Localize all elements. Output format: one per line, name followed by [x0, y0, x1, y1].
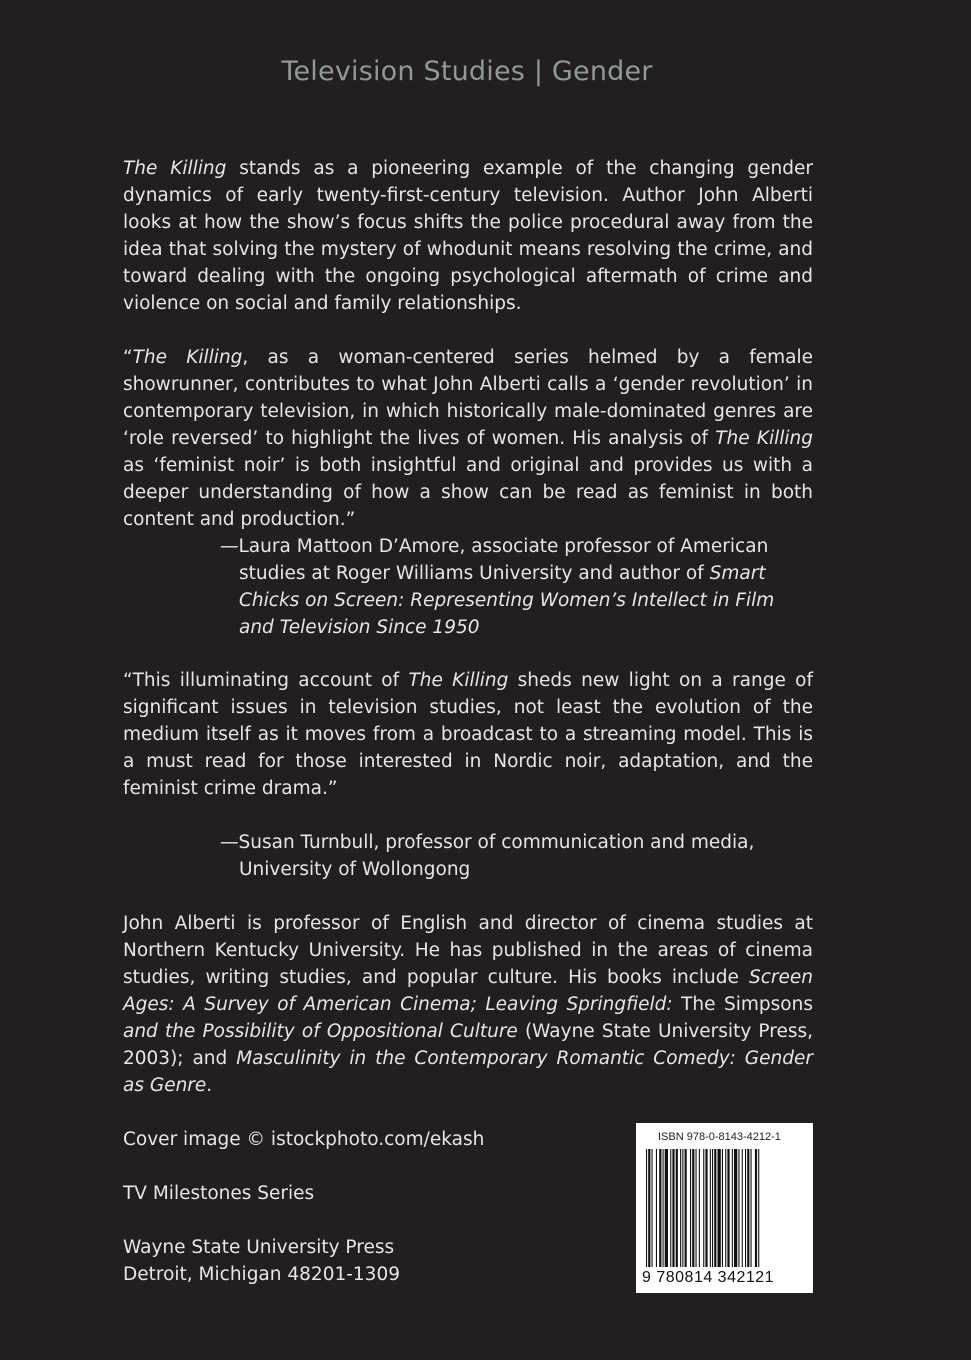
book-title: Screen Ages: A Survey of American Cinema; Leaving Springfield: [123, 967, 813, 1015]
barcode-bar [670, 1149, 671, 1267]
barcode-bar [665, 1149, 668, 1267]
cover-credit: Cover image © istockphoto.com/ekash [123, 1129, 485, 1150]
book-title: The Killing [408, 670, 509, 691]
barcode-bar [722, 1149, 723, 1267]
barcode-bar [663, 1149, 664, 1267]
attribution-book: Smart Chicks on Screen: Representing Women’s Intellect in Film and Television Since 1950 [239, 563, 775, 638]
blurb-text: , as a woman-centered series helmed by a female showrunner, contributes to what John Alberti calls a ‘gender revolution’ in contemporary television, in which historically male-dominated genres are ‘role reversed’ to highlight the lives of women. His analysis of [123, 347, 813, 449]
barcode-bar [745, 1149, 746, 1267]
bio-text: John Alberti is professor of English and director of cinema studies at Northern Kentucky University. He has published in the areas of cinema studies, writing studies, and popular culture. His books include [123, 913, 813, 988]
barcode-bar [710, 1149, 711, 1267]
barcode-bar [727, 1149, 729, 1267]
barcode-bar [692, 1149, 694, 1267]
bio-text: (Wayne State University Press, 2003); and [123, 1021, 813, 1069]
blurb-text: “This illuminating account of [123, 670, 409, 691]
barcode-bar [705, 1149, 707, 1267]
barcode-bar [646, 1149, 647, 1267]
blurb-damore [123, 344, 813, 533]
barcode-bar [680, 1149, 681, 1267]
blurb-text: as ‘feminist noir’ is both insightful and original and provides us with a deeper understanding of how a show can be read as feminist in both content and production.” [123, 455, 813, 530]
barcode-bar [682, 1149, 683, 1267]
blurb-text: sheds new light on a range of significant issues in television studies, not least the evolution of the medium itself as it moves from a broadcast to a streaming model. This is a must read for those interested in Nordic noir, adaptation, and the feminist crime drama.” [123, 670, 813, 799]
publisher-name: Wayne State University Press [123, 1237, 395, 1258]
blurb-turnbull [123, 667, 813, 802]
barcode-bar [676, 1149, 678, 1267]
barcode-bar [690, 1149, 691, 1267]
barcode-bar [712, 1149, 713, 1267]
barcode-digits: 9 780814 342121 [642, 1269, 775, 1286]
barcode-bar [656, 1149, 657, 1267]
description-text: stands as a pioneering example of the changing gender dynamics of early twenty-first-century television. Author John Alberti looks at how the show’s focus shifts the police procedural away from the idea that solving the mystery of whodunit means resolving the crime, and toward dealing with the ongoing psychological aftermath of crime and violence on social and family relationships. [123, 158, 813, 314]
barcode-bar [738, 1149, 739, 1267]
book-description [123, 155, 813, 317]
barcode-bar [652, 1149, 653, 1267]
barcode-bar [751, 1149, 752, 1267]
book-title: and the Possibility of Oppositional Culture [123, 1021, 518, 1042]
barcode-bar [659, 1149, 661, 1267]
attribution-damore [220, 533, 799, 641]
category-label: Television Studies | Gender [281, 56, 653, 87]
barcode-bar [758, 1149, 759, 1267]
bio-text: . [206, 1075, 213, 1096]
barcode-bar [648, 1149, 650, 1267]
barcode-bars [646, 1149, 804, 1267]
barcode-bar [732, 1149, 733, 1267]
quote-open: “ [123, 347, 133, 368]
book-title: The Killing [715, 428, 813, 449]
attribution-text: —Laura Mattoon D’Amore, associate professor of American studies at Roger Williams University and author of [220, 536, 769, 584]
book-title: Masculinity in the Contemporary Romantic Comedy: Gender as Genre [123, 1048, 813, 1096]
barcode-bar [755, 1149, 757, 1267]
barcode-bar [703, 1149, 704, 1267]
barcode-bar [718, 1149, 721, 1267]
barcode-bar [725, 1149, 726, 1267]
publisher-address: Detroit, Michigan 48201-1309 [123, 1264, 400, 1285]
book-title-plain: The Simpsons [672, 994, 813, 1015]
book-title: The Killing [123, 158, 227, 179]
author-bio [123, 910, 813, 1099]
isbn-barcode [636, 1123, 813, 1293]
isbn-label: ISBN 978-0-8143-4212-1 [658, 1131, 781, 1143]
barcode-bar [742, 1149, 743, 1267]
barcode-bar [747, 1149, 749, 1267]
barcode-bar [699, 1149, 700, 1267]
barcode-bar [672, 1149, 674, 1267]
barcode-bar [714, 1149, 716, 1267]
barcode-bar [696, 1149, 697, 1267]
book-title: The Killing [132, 347, 243, 368]
barcode-bar [685, 1149, 687, 1267]
barcode-bar [734, 1149, 737, 1267]
attribution-turnbull: —Susan Turnbull, professor of communication and media, University of Wollongong [220, 832, 755, 880]
series-name: TV Milestones Series [123, 1183, 315, 1204]
